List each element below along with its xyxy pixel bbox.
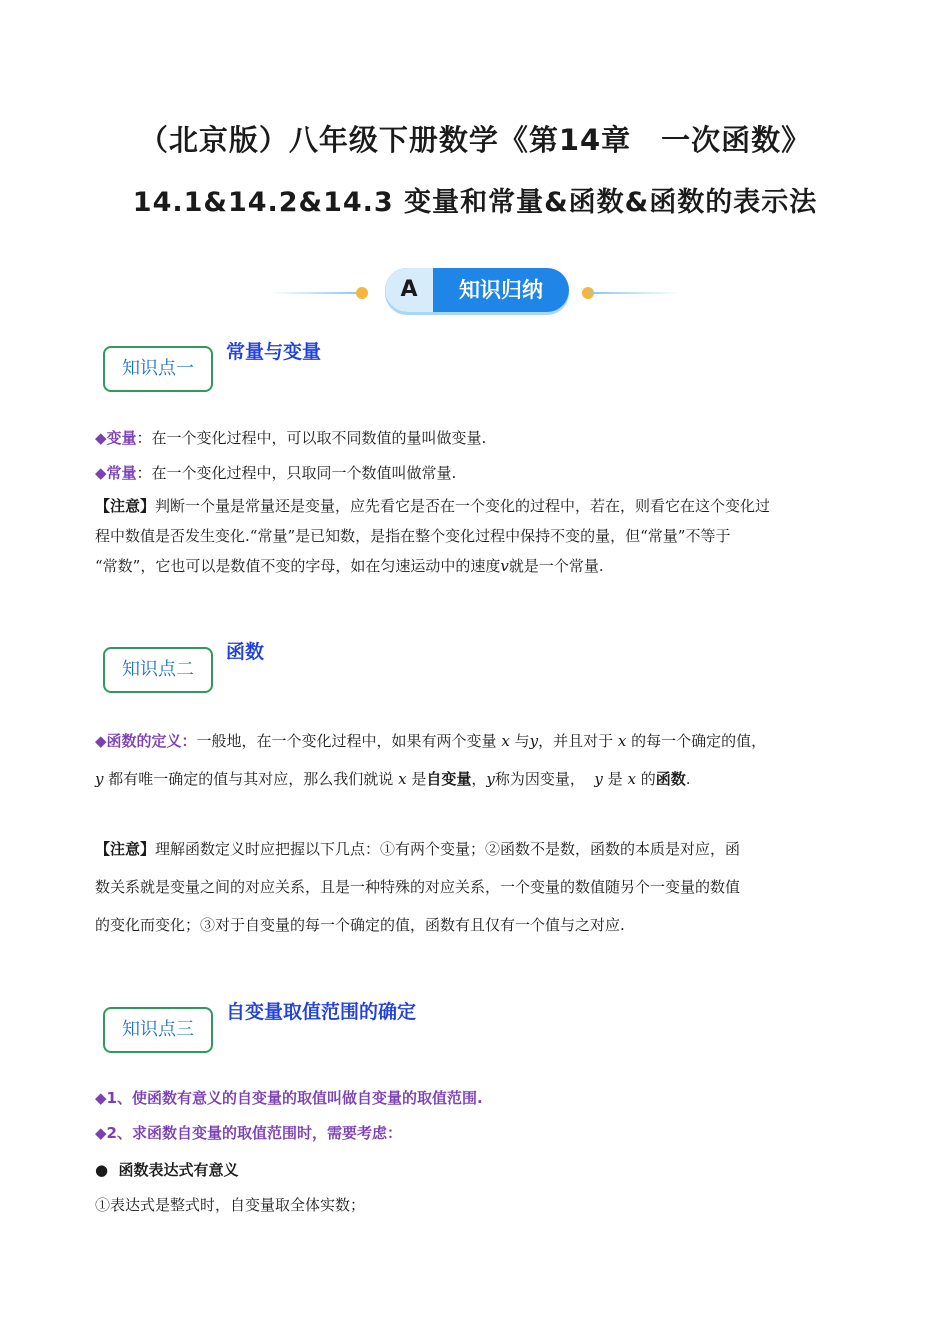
term-constant: ◆常量 [95,464,137,482]
var-x: x [398,770,407,788]
def-text: 一般地，在一个变化过程中，如果有两个变量 [196,732,497,750]
def-text: 是 [411,770,427,788]
def-text: 都有唯一确定的值与其对应，那么我们就说 [108,770,394,788]
def-bold: 函数 [655,770,686,788]
note-line: 就是一个常量. [508,557,604,575]
function-definition [95,722,865,798]
def-text: 称为因变量， [494,770,585,788]
def-text: 是 [607,770,623,788]
def-text: ， [471,770,487,788]
term-variable: ◆变量 [95,429,137,447]
item-1: ◆1、使函数有意义的自变量的取值叫做自变量的取值范围. [95,1089,483,1107]
banner-line-left [270,292,360,294]
definition-constant [95,458,865,488]
var-y: y [529,732,539,750]
note-line: 数关系就是变量之间的对应关系，且是一种特殊的对应关系，一个变量的数值随另个一变量的数值 [95,878,741,896]
def-text: 的每一个确定的值， [631,732,767,750]
section-heading-3: 自变量取值范围的确定 [226,1001,417,1023]
variable-v: v [500,557,509,575]
sub-heading-text: 函数表达式有意义 [118,1161,239,1179]
knowledge-box-2: 知识点二 [103,647,213,693]
def-text: ，并且对于 [538,732,614,750]
note-line: 判断一个量是常量还是变量，应先看它是否在一个变化的过程中，若在，则看它在这个变化过 [155,497,771,515]
note-line: 理解函数定义时应把握以下几点：①有两个变量；②函数不是数，函数的本质是对应，函 [155,840,741,858]
note-line: “常数”，它也可以是数值不变的字母，如在匀速运动中的速度 [95,557,501,575]
sub-heading [95,1155,865,1185]
var-y: y [594,770,603,788]
var-y: y [95,770,104,788]
var-x: x [617,732,627,750]
term-function-definition: ◆函数的定义： [95,732,197,750]
var-x: x [501,732,510,750]
page-subtitle: 14.1&14.2&14.3 变量和常量&函数&函数的表示法 [132,187,818,218]
banner-line-right [590,292,680,294]
banner-dot-left [356,287,368,299]
note-line: 程中数值是否发生变化.“常量”是已知数，是指在整个变化过程中保持不变的量，但“常量”不等于 [95,527,731,545]
section-heading-1: 常量与变量 [226,341,322,363]
var-y: y [486,770,495,788]
text-constant: ：在一个变化过程中，只取同一个数值叫做常量. [136,464,457,482]
definition-variable [95,423,865,453]
section-banner [270,268,680,316]
def-bold: 自变量 [426,770,472,788]
note-label: 【注意】 [95,497,156,515]
note-2 [95,830,865,944]
note-1 [95,491,865,581]
var-x: x [627,770,636,788]
bullet-icon: ● [95,1161,109,1179]
note-label: 【注意】 [95,840,156,858]
rule-line-1: ①表达式是整式时，自变量取全体实数； [95,1196,366,1214]
banner-letter: A [385,268,433,312]
knowledge-box-3: 知识点三 [103,1007,213,1053]
knowledge-box-1: 知识点一 [103,346,213,392]
section-heading-2: 函数 [226,641,265,663]
text-variable: ：在一个变化过程中，可以取不同数值的量叫做变量. [136,429,487,447]
banner-pill [385,268,569,312]
page-title: （北京版）八年级下册数学《第14章 一次函数》 [138,123,812,157]
def-text: . [685,770,691,788]
def-text: 的 [640,770,656,788]
item-2: ◆2、求函数自变量的取值范围时，需要考虑： [95,1124,402,1142]
note-line: 的变化而变化；③对于自变量的每一个确定的值，函数有且仅有一个值与之对应. [95,916,625,934]
banner-label: 知识归纳 [459,278,543,302]
def-text: 与 [514,732,530,750]
